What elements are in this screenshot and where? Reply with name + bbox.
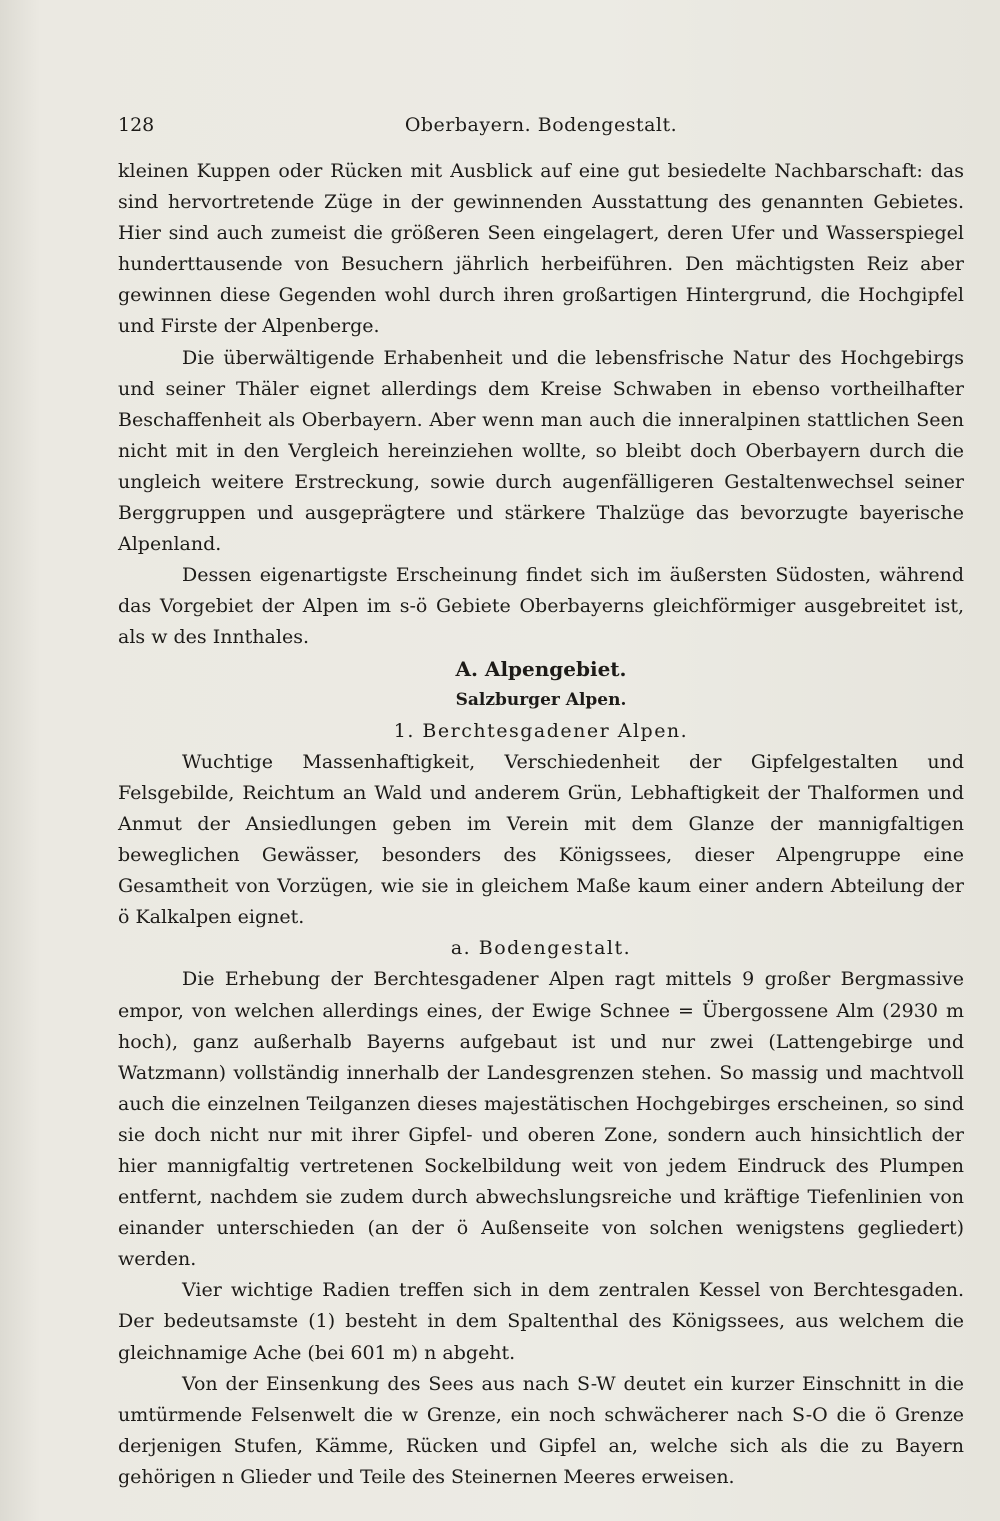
group-heading: 1. Berchtesgadener Alpen. [393, 719, 689, 742]
subsection-heading: Salzburger Alpen. [455, 689, 627, 710]
page-header [118, 114, 964, 144]
paragraph-3: Dessen eigenartigste Erscheinung findet sich im äußersten Südosten, während das Vorgebiet der Alpen im s-ö Gebiete Oberbayerns gleichförmiger ausgebreitet ist, als w des Innthales. [118, 564, 964, 649]
page-number: 128 [118, 114, 155, 136]
paragraph-7: Von der Einsenkung des Sees aus nach S-W deutet ein kurzer Einschnitt in die umtürmende Felsenwelt die w Grenze, ein noch schwächerer nach S-O die ö Grenze derjenigen Stufen, Kämme, Rücken und Gipfel an, welche sich als die zu Bayern gehörigen n Glieder und Teile des Steinernen Meeres erweisen. [118, 1372, 964, 1488]
running-title: Oberbayern. Bodengestalt. [404, 114, 678, 136]
section-heading: A. Alpengebiet. [455, 656, 627, 681]
paragraph-6: Vier wichtige Radien treffen sich in dem zentralen Kessel von Berchtesgaden. Der bedeutsamste (1) besteht in dem Spaltenthal des Königssees, aus welchem die gleichnamige Ache (bei 601 m) n abgeht. [118, 1279, 964, 1364]
paragraph-1: kleinen Kuppen oder Rücken mit Ausblick auf eine gut besiedelte Nachbarschaft: das sind hervortretende Züge in der gewinnenden Ausstattung des genannten Gebietes. Hier sind auch zumeist die größeren Seen eingelagert, deren Ufer und Wasserspiegel hunderttausende von Besuchern jährlich herbeiführen. Den mächtigsten Reiz aber gewinnen diese Gegenden wohl durch ihren großartigen Hintergrund, die Hochgipfel und Firste der Alpenberge. [118, 160, 964, 338]
part-heading: a. Bodengestalt. [450, 937, 632, 960]
paragraph-2: Die überwältigende Erhabenheit und die lebensfrische Natur des Hochgebirgs und seiner Thäler eignet allerdings dem Kreise Schwaben in ebenso vortheilhafter Beschaffenheit als Oberbayern. Aber wenn man auch die inneralpinen stattlichen Seen nicht mit in den Vergleich hereinziehen wollte, so bleibt doch Oberbayern durch die ungleich weitere Erstreckung, sowie durch augenfälligeren Gestaltenwechsel seiner Berggruppen und ausgeprägtere und stärkere Thalzüge das bevorzugte bayerische Alpenland. [118, 346, 964, 556]
body-text [118, 156, 964, 1493]
paragraph-4: Wuchtige Massenhaftigkeit, Verschiedenheit der Gipfelgestalten und Felsgebilde, Reichtum an Wald und anderem Grün, Lebhaftigkeit der Thalformen und Anmut der Ansiedlungen geben im Verein mit dem Glanze der mannigfaltigen beweglichen Gewässer, besonders des Königssees, dieser Alpengruppe eine Gesamtheit von Vorzügen, wie sie in gleichem Maße kaum einer andern Abteilung der ö Kalkalpen eignet. [118, 750, 964, 929]
paragraph-5: Die Erhebung der Berchtesgadener Alpen ragt mittels 9 großer Bergmassive empor, von welchen allerdings eines, der Ewige Schnee = Übergossene Alm (2930 m hoch), ganz außerhalb Bayerns aufgebaut ist und nur zwei (Lattengebirge und Watzmann) vollständig innerhalb der Landesgrenzen stehen. So massig und machtvoll auch die einzelnen Teilganzen dieses majestätischen Hochgebirges erscheinen, so sind sie doch nicht nur mit ihrer Gipfel- und oberen Zone, sondern auch hinsichtlich der hier mannigfaltig vertretenen Sockelbildung weit von jedem Eindruck des Plumpen entfernt, nachdem sie zudem durch abwechslungsreiche und kräftige Tiefenlinien von einander unterschieden (an der ö Außenseite von solchen wenigstens gegliedert) werden. [118, 968, 964, 1271]
